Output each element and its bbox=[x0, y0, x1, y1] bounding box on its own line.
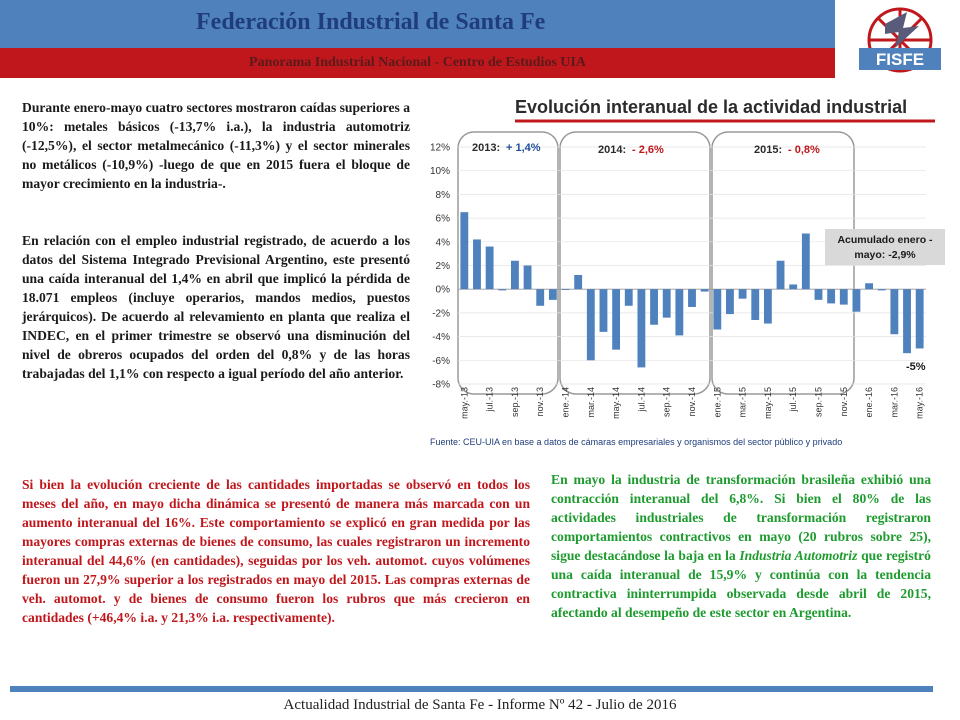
bar-dic-15 bbox=[853, 289, 861, 312]
brazil-text-b: que registró una caída interanual de 15,9% y continúa con la tendencia contractiva ininterrumpida observada desde abril de 2015, afectando al desempeño de este sector en Argentina. bbox=[551, 548, 931, 620]
y-tick-label: 12% bbox=[429, 142, 450, 154]
y-tick-label: 8% bbox=[435, 189, 450, 201]
x-tick-label: may.-16 bbox=[914, 386, 925, 419]
paragraph-brazil bbox=[551, 470, 931, 622]
bar-feb-16 bbox=[878, 289, 886, 290]
year-box-2014 bbox=[560, 132, 710, 394]
bar-jun-15 bbox=[777, 261, 785, 289]
bar-sep-15 bbox=[815, 289, 823, 300]
x-tick-label: sep.-14 bbox=[661, 387, 672, 418]
x-tick-label: may.-14 bbox=[611, 387, 622, 419]
bar-mar-15 bbox=[739, 289, 747, 298]
x-tick-label: nov.-14 bbox=[687, 387, 697, 417]
y-tick-label: 10% bbox=[429, 166, 450, 178]
annot-2014-label: 2014: bbox=[598, 144, 627, 156]
brazil-text-em: Industria Automotriz bbox=[739, 548, 858, 563]
bar-mar-16 bbox=[890, 289, 898, 334]
y-tick-label: 6% bbox=[435, 213, 450, 225]
bar-ago-14 bbox=[650, 289, 658, 325]
brazil-text-a: En mayo la industria de transformación brasileña exhibió una contracción interanual del 6,8%. Si bien el 80% de las actividades industriales de transformación registraron comportamientos contractivos en mayo (20 rubros sobre 25), sigue destacándose la baja en la bbox=[551, 472, 931, 563]
bar-ago-15 bbox=[802, 234, 810, 290]
x-tick-label: jul.-15 bbox=[788, 387, 799, 412]
x-tick-label: mar.-15 bbox=[737, 387, 748, 418]
bar-nov-14 bbox=[688, 289, 696, 307]
bar-ene-16 bbox=[865, 283, 873, 289]
x-tick-label: sep.-15 bbox=[813, 387, 824, 418]
y-tick-label: -8% bbox=[432, 379, 450, 391]
bar-may-14 bbox=[612, 289, 620, 349]
year-box-2013 bbox=[458, 132, 558, 394]
x-tick-label: nov.-15 bbox=[838, 387, 849, 417]
bar-mar-14 bbox=[587, 289, 595, 360]
annot-2013-value: + 1,4% bbox=[506, 142, 541, 154]
bar-nov-15 bbox=[840, 289, 848, 304]
bar-jun-13 bbox=[473, 239, 481, 289]
bar-may-13 bbox=[460, 212, 468, 289]
y-tick-label: 4% bbox=[435, 237, 450, 249]
y-tick-label: 2% bbox=[435, 261, 450, 272]
x-tick-label: mar.-16 bbox=[889, 387, 900, 418]
x-tick-label: ene.-15 bbox=[712, 387, 723, 418]
y-tick-label: 0% bbox=[435, 284, 450, 296]
bar-may-15 bbox=[764, 289, 772, 323]
bar-ene-15 bbox=[713, 289, 721, 329]
x-tick-label: jul.-13 bbox=[484, 387, 495, 412]
annot-2015-label: 2015: bbox=[754, 144, 783, 156]
x-tick-label: ene.-16 bbox=[864, 387, 875, 418]
bar-ago-13 bbox=[498, 289, 506, 290]
chart-source: Fuente: CEU-UIA en base a datos de cámaras empresariales y organismos del sector público y privado bbox=[430, 437, 843, 447]
x-tick-label: jul.-14 bbox=[636, 387, 647, 412]
annot-2015-value: - 0,8% bbox=[788, 144, 820, 156]
page-title: Federación Industrial de Santa Fe bbox=[196, 9, 546, 35]
y-tick-label: -6% bbox=[432, 355, 450, 367]
last-value-label: -5% bbox=[906, 361, 926, 373]
bar-abr-15 bbox=[751, 289, 759, 320]
bar-oct-14 bbox=[675, 289, 683, 335]
bar-oct-15 bbox=[827, 289, 835, 303]
paragraph-employment: En relación con el empleo industrial registrado, de acuerdo a los datos del Sistema Integrado Previsional Argentino, este presentó una caída interanual del 1,4% en abril que implicó la pérdida de 18.071 empleos (incluye operarios, mandos medios, puestos jerárquicos). De acuerdo al relevamiento en planta que realiza el INDEC, en el primer trimestre se observó una disminución del nivel de obreros ocupados del orden del 0,8% y de las horas trabajadas del 1,1% con respecto a igual período del año anterior. bbox=[22, 233, 410, 381]
bar-jul-14 bbox=[637, 289, 645, 367]
bar-ene-14 bbox=[562, 289, 570, 290]
cumulative-line1: Acumulado enero - bbox=[837, 234, 933, 246]
page-subtitle: Panorama Industrial Nacional - Centro de Estudios UIA bbox=[249, 55, 586, 70]
annot-2014-value: - 2,6% bbox=[632, 144, 664, 156]
x-tick-label: mar.-14 bbox=[585, 387, 596, 418]
bar-jun-14 bbox=[625, 289, 633, 306]
y-tick-label: -4% bbox=[432, 332, 450, 344]
bar-jul-15 bbox=[789, 284, 797, 289]
bar-oct-13 bbox=[524, 266, 532, 290]
paragraph-imports: Si bien la evolución creciente de las cantidades importadas se observó en todos los meses del año, en mayo dicha dinámica se presentó de manera más marcada con un aumento interanual del 16%. Este comportamiento se explicó en gran medida por las mayores compras externas de bienes de consumo, las cuales registraron un incremento interanual del 44,6% (en cantidades), seguidas por los veh. automot. cuyos volúmenes fueron un 27,9% superior a los registrados en mayo del 2015. Las compras externas de veh. automot. y de bienes de consumo fueron los rubros que más crecieron en cantidades (+46,4% i.a. y 21,3% i.a. respectivamente). bbox=[22, 477, 530, 625]
cumulative-line2: mayo: -2,9% bbox=[854, 249, 916, 261]
bar-dic-13 bbox=[549, 289, 557, 300]
x-tick-label: nov.-13 bbox=[535, 387, 546, 417]
industrial-activity-chart bbox=[420, 90, 950, 460]
bar-feb-15 bbox=[726, 289, 734, 314]
bar-may-16 bbox=[916, 289, 924, 348]
bar-jul-13 bbox=[486, 247, 494, 290]
paragraph-sectors: Durante enero-mayo cuatro sectores mostraron caídas superiores a 10%: metales básicos (-13,7% i.a.), la industria automotriz (-12,5%), el sector metalmecánico (-11,3%) y el sector minerales no metálicos (-10,9%) -luego de que en 2015 fuera el bloque de mayor crecimiento en la industria-. bbox=[22, 100, 410, 191]
y-tick-label: -2% bbox=[432, 308, 450, 320]
fisfe-logo bbox=[845, 4, 955, 80]
bar-nov-13 bbox=[536, 289, 544, 306]
footer-text: Actualidad Industrial de Santa Fe - Informe Nº 42 - Julio de 2016 bbox=[283, 697, 677, 713]
bar-abr-16 bbox=[903, 289, 911, 353]
x-tick-label: sep.-13 bbox=[509, 387, 520, 418]
bar-feb-14 bbox=[574, 275, 582, 289]
bar-sep-14 bbox=[663, 289, 671, 317]
x-tick-label: ene.-14 bbox=[560, 387, 571, 418]
annot-2013-label: 2013: bbox=[472, 142, 501, 154]
bar-sep-13 bbox=[511, 261, 519, 289]
logo-text: FISFE bbox=[875, 50, 925, 69]
bar-dic-14 bbox=[701, 289, 709, 291]
bar-abr-14 bbox=[600, 289, 608, 332]
x-tick-label: may.-13 bbox=[459, 387, 470, 419]
x-tick-label: may.-15 bbox=[762, 387, 773, 419]
footer-band bbox=[10, 686, 933, 692]
chart-title: Evolución interanual de la actividad industrial bbox=[515, 97, 908, 117]
